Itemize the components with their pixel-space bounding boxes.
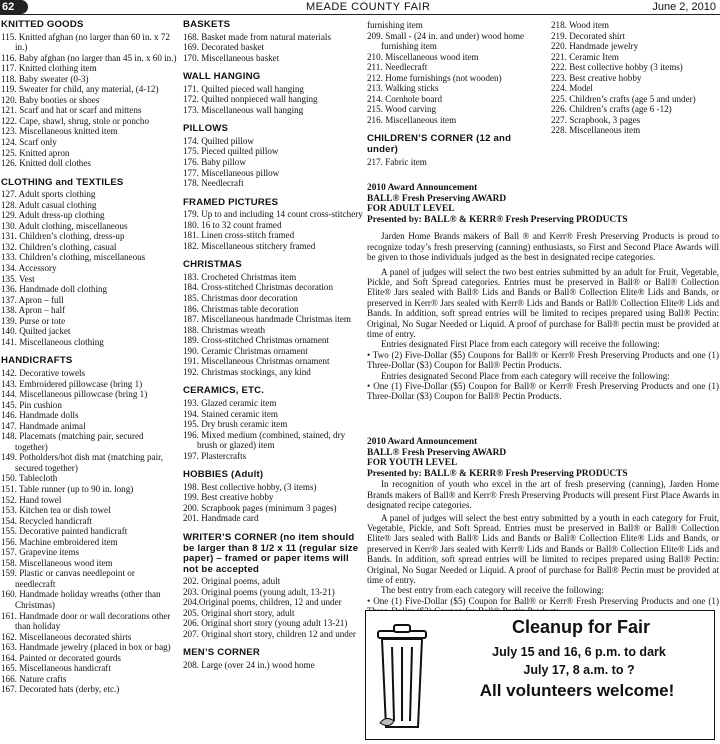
list-item: 202. Original poems, adult: [183, 576, 281, 587]
list-item: 142. Decorative towels: [1, 367, 86, 378]
award-youth-article: [367, 437, 719, 617]
list-item: 222. Best collective hobby (3 items): [551, 62, 683, 73]
section-heading: MEN’S CORNER: [183, 647, 261, 659]
list-item: 166. Nature crafts: [1, 673, 67, 684]
list-item: 226. Children’s crafts (age 6 -12): [551, 104, 672, 115]
list-item: 177. Miscellaneous pillow: [183, 167, 280, 178]
list-item: 193. Glazed ceramic item: [183, 397, 277, 408]
section-heading: FRAMED PICTURES: [183, 196, 279, 208]
list-item: 159. Plastic or canvas needlepoint or needlecraft: [1, 568, 135, 589]
list-item: 221. Ceramic Item: [551, 51, 619, 62]
list-item: 163. Handmade jewelry (placed in box or bag): [1, 642, 171, 653]
list-item: 225. Children’s crafts (age 5 and under): [551, 93, 696, 104]
award-presenter: Presented by: BALL® & KERR® Fresh Preserving PRODUCTS: [367, 468, 628, 479]
issue-date: June 2, 2010: [652, 1, 716, 13]
list-item: 158. Miscellaneous wood item: [1, 557, 113, 568]
list-item: 136. Handmade doll clothing: [1, 284, 108, 295]
list-item: 162. Miscellaneous decorated shirts: [1, 631, 132, 642]
column-1: [1, 20, 177, 695]
list-item: 175. Pieced quilted pillow: [183, 146, 279, 157]
list-item: 178. Needlecraft: [183, 178, 244, 189]
cleanup-dates-1: July 15 and 16, 6 p.m. to dark: [492, 645, 666, 659]
paragraph: Jarden Home Brands makers of Ball ® and Kerr® Fresh Preserving Products is proud to recognize today’s fresh preserving (canning) enthusiasts, so First and Second Place Awards will be given to those individuals judged as the best in designated recipe categories.: [367, 231, 719, 263]
paragraph: In recognition of youth who excel in the art of fresh preserving (canning), Jarden Home Brands makers of Ball® and Kerr® Fresh Preserving Products will present First Place Awards in designated recipe categories.: [367, 479, 719, 511]
cleanup-dates-2: July 17, 8 a.m. to ?: [523, 663, 635, 677]
list-item: 185. Christmas door decoration: [183, 293, 298, 304]
award-heading: FOR YOUTH LEVEL: [367, 458, 458, 469]
list-item: 187. Miscellaneous handmade Christmas item: [183, 314, 351, 325]
list-item: 131. Children’s clothing, dress-up: [1, 231, 125, 242]
list-item: 204.Original poems, children, 12 and under: [183, 597, 342, 608]
list-item: 164. Painted or decorated gourds: [1, 652, 121, 663]
page-number: 62: [0, 0, 28, 14]
list-item: 219. Decorated shirt: [551, 30, 625, 41]
list-item: 210. Miscellaneous wood item: [367, 51, 479, 62]
column-2: [183, 20, 363, 671]
list-item: 115. Knitted afghan (no larger than 60 in. x 72 in.): [1, 31, 170, 53]
header-rule: [0, 14, 720, 15]
list-item: 150. Tablecloth: [1, 473, 58, 484]
list-item: 135. Vest: [1, 273, 35, 284]
list-item: 133. Children’s clothing, miscellaneous: [1, 252, 146, 263]
list-item: 147. Handmade animal: [1, 420, 86, 431]
list-item: 144. Miscellaneous pillowcase (bring 1): [1, 389, 148, 400]
list-item: 165. Miscellaneous handicraft: [1, 663, 111, 674]
list-item: 200. Scrapbook pages (minimum 3 pages): [183, 502, 337, 513]
section-heading: CERAMICS, ETC.: [183, 385, 265, 397]
list-item: 181. Linen cross-stitch framed: [183, 230, 295, 241]
list-item: 176. Baby pillow: [183, 157, 246, 168]
section-heading: CHILDREN’S CORNER (12 and under): [367, 133, 512, 156]
list-item: 206. Original short story (young adult 13-21): [183, 618, 348, 629]
list-item: 208. Large (over 24 in.) wood home: [183, 659, 315, 670]
paragraph: Entries designated First Place from each category will receive the following:: [381, 339, 660, 350]
list-item: 167. Decorated hats (derby, etc.): [1, 684, 120, 695]
award-heading: 2010 Award Announcement: [367, 183, 478, 193]
cleanup-volunteers: All volunteers welcome!: [479, 681, 675, 700]
children-corner-continued-list: [551, 20, 719, 136]
list-item: 195. Dry brush ceramic item: [183, 419, 288, 430]
list-item: 170. Miscellaneous basket: [183, 52, 280, 63]
list-item: 191. Miscellaneous Christmas ornament: [183, 356, 330, 367]
list-item: 174. Quilted pillow: [183, 135, 254, 146]
column-4: [551, 20, 719, 136]
list-item: 146. Handmade dolls: [1, 410, 79, 421]
list-item: 127. Adult sports clothing: [1, 189, 96, 200]
list-item: 124. Scarf only: [1, 137, 57, 148]
cleanup-title: Cleanup for Fair: [511, 617, 650, 637]
paragraph: • Two (2) Five-Dollar ($5) Coupons for Ball® or Kerr® Fresh Preserving Products and one (1) Three-Dollar ($3) Coupon for Ball® Pectin Products.: [367, 349, 719, 371]
list-item: 120. Baby booties or shoes: [1, 94, 100, 105]
list-item: 132. Children’s clothing, casual: [1, 241, 117, 252]
list-item: 196. Mixed medium (combined, stained, dry brush or glazed) item: [183, 429, 346, 451]
section-heading: CLOTHING and TEXTILES: [1, 176, 124, 188]
list-item: 117. Knitted clothing item: [1, 63, 97, 74]
list-item: 122. Cape, shawl, shrug, stole or poncho: [1, 115, 150, 126]
list-item: 119. Sweater for child, any material, (4-12): [1, 84, 159, 95]
section-heading: BASKETS: [183, 19, 231, 30]
paragraph: Entries designated Second Place from each category will receive the following:: [381, 370, 670, 381]
list-item: 156. Machine embroidered item: [1, 536, 118, 547]
list-item: 139. Purse or tote: [1, 315, 66, 326]
list-item: 188. Christmas wreath: [183, 324, 266, 335]
list-item: 116. Baby afghan (no larger than 45 in. x 60 in.): [1, 52, 177, 63]
list-item: furnishing item: [367, 20, 423, 30]
list-item: 189. Cross-stitched Christmas ornament: [183, 335, 329, 346]
paper-title: MEADE COUNTY FAIR: [306, 1, 431, 13]
list-item: 182. Miscellaneous stitchery framed: [183, 240, 316, 251]
men-corner-continued-list: [367, 20, 545, 125]
list-item: 143. Embroidered pillowcase (bring 1): [1, 378, 143, 389]
section-heading: WALL HANGING: [183, 71, 261, 83]
list-item: 138. Apron – half: [1, 305, 66, 316]
list-item: 173. Miscellaneous wall hanging: [183, 104, 304, 115]
paragraph: • One (1) Five-Dollar ($5) Coupon for Ball® or Kerr® Fresh Preserving Products and one (1): [367, 595, 719, 606]
list-item: 128. Adult casual clothing: [1, 199, 97, 210]
list-item: 213. Walking sticks: [367, 83, 439, 94]
list-item: 216. Miscellaneous item: [367, 114, 457, 125]
list-item: 126. Knitted doll clothes: [1, 158, 91, 169]
list-item: 134. Accessory: [1, 263, 57, 274]
list-item: 198. Best collective hobby, (3 items): [183, 481, 317, 492]
list-item: 211. Needlecraft: [367, 62, 428, 73]
list-item: 160. Handmade holiday wreaths (other than Christmas): [1, 589, 161, 610]
list-item: 201. Handmade card: [183, 513, 259, 524]
award-heading: BALL® Fresh Preserving AWARD: [367, 447, 507, 458]
list-item: 228. Miscellaneous item: [551, 125, 641, 136]
column-3: [367, 20, 545, 167]
list-item: 145. Pin cushion: [1, 399, 62, 410]
list-item: 192. Christmas stockings, any kind: [183, 366, 311, 377]
list-item: 190. Ceramic Christmas ornament: [183, 345, 308, 356]
list-item: 153. Kitchen tea or dish towel: [1, 505, 111, 516]
list-item: 137. Apron – full: [1, 294, 64, 305]
list-item: 152. Hand towel: [1, 494, 62, 505]
list-item: 223. Best creative hobby: [551, 72, 642, 83]
paragraph: • One (1) Five-Dollar ($5) Coupon for Ball® or Kerr® Fresh Preserving Products and one (1) Three-Dollar ($3) Coupon for Ball® Pectin Products.: [367, 381, 719, 402]
list-item: 121. Scarf and hat or scarf and mittens: [1, 105, 142, 116]
list-item: 161. Handmade door or wall decorations other than holiday: [1, 610, 171, 632]
award-heading: 2010 Award Announcement: [367, 437, 478, 447]
list-item: 151. Table runner (up to 90 in. long): [1, 483, 134, 494]
list-item: 130. Adult clothing, miscellaneous: [1, 220, 128, 231]
list-item: 168. Basket made from natural materials: [183, 31, 331, 42]
list-item: 141. Miscellaneous clothing: [1, 336, 104, 347]
list-item: 154. Recycled handicraft: [1, 515, 93, 526]
section-heading: WRITER’S CORNER (no item should be larger than 8 1/2 x 11 (regular size paper) – framed or paper items will not be accepted: [183, 531, 359, 575]
paragraph: The best entry from each category will receive the following:: [381, 585, 604, 596]
list-item: 149. Potholders/hot dish mat (matching pair, secured together): [1, 452, 164, 473]
list-item: 125. Knitted apron: [1, 147, 70, 158]
list-item: 203. Original poems (young adult, 13-21): [183, 586, 335, 597]
list-item: 183. Crocheted Christmas item: [183, 271, 297, 282]
list-item: 212. Home furnishings (not wooden): [367, 72, 502, 83]
list-item: 123. Miscellaneous knitted item: [1, 126, 118, 137]
award-heading: BALL® Fresh Preserving AWARD: [367, 193, 507, 204]
list-item: 140. Quilted jacket: [1, 326, 71, 337]
list-item: 179. Up to and including 14 count cross-stitchery: [183, 209, 363, 220]
section-heading: HOBBIES (Adult): [183, 469, 264, 481]
list-item: 157. Grapevine items: [1, 547, 80, 558]
award-presenter: Presented by: BALL® & KERR® Fresh Preserving PRODUCTS: [367, 214, 628, 225]
list-item: 215. Wood carving: [367, 104, 437, 115]
list-item: 199. Best creative hobby: [183, 492, 274, 503]
section-heading: CHRISTMAS: [183, 259, 242, 271]
list-item: 227. Scrapbook, 3 pages: [551, 114, 641, 125]
paragraph: A panel of judges will select the best entry submitted by a youth in each category for Fruit, Vegetable, Pickle, and Soft Spread. Entries must be preserved in Ball® or Ball® Collection Elite® Jars sealed with Ball® Lids and Bands or Ball® Collection Elite® Lids and Bands, or preserved in Kerr® Jars sealed with Kerr® Lids and Bands or Ball® Collection Elite® Lids and Bands. In addition, soft spread entries will be limited to recipes prepared using Ball® Pectin: Original, No Sugar Needed or Liquid. A proof of purchase for Ball® Pectin must be provided at time of entry.: [367, 512, 719, 586]
list-item: 217. Fabric item: [367, 156, 427, 167]
list-item: 148. Placemats (matching pair, secured together): [1, 431, 144, 452]
list-item: 197. Plastercrafts: [183, 450, 247, 461]
list-item: 186. Christmas table decoration: [183, 303, 299, 314]
list-item: 180. 16 to 32 count framed: [183, 219, 282, 230]
list-item: 129. Adult dress-up clothing: [1, 210, 105, 221]
list-item: 224. Model: [551, 83, 593, 94]
list-item: 118. Baby sweater (0-3): [1, 73, 89, 84]
trash-can-icon: [374, 623, 430, 731]
page-header: [0, 0, 720, 16]
list-item: 171. Quilted pieced wall hanging: [183, 83, 304, 94]
list-item: 220. Handmade jewelry: [551, 41, 639, 52]
section-heading: HANDICRAFTS: [1, 355, 73, 367]
list-item: 169. Decorated basket: [183, 42, 265, 53]
list-item: 209. Small - (24 in. and under) wood home furnishing item: [367, 30, 525, 52]
award-adult-article: [367, 183, 719, 402]
list-item: 214. Cornhole board: [367, 93, 443, 104]
list-item: 155. Decorative painted handicraft: [1, 526, 128, 537]
list-item: 205. Original short story, adult: [183, 607, 295, 618]
list-item: 207. Original short story, children 12 and under: [183, 628, 356, 639]
list-item: 218. Wood item: [551, 20, 609, 30]
section-heading: KNITTED GOODS: [1, 19, 84, 30]
children-corner-list: [367, 157, 545, 168]
list-item: 184. Cross-stitched Christmas decoration: [183, 282, 334, 293]
section-heading: PILLOWS: [183, 123, 229, 135]
cleanup-announcement-box: [365, 610, 715, 740]
paragraph: A panel of judges will select the two best entries submitted by an adult for Fruit, Vegetable, Pickle, and Soft Spread categories. Entries must be preserved in Ball® or Ball® Collection Elite® Jars sealed with Ball® Lids and Bands or Ball® Collection Elite® Lids and Bands, or preserved in Kerr® Jars sealed with Kerr® Lids and Bands or Ball® Collection Elite® Lids and Bands. In addition, soft spread entries will be limited to recipes prepared using Ball® Pectin: Original, No Sugar Needed or Liquid. A proof of purchase for Ball® pectin must be provided at time of entry.: [367, 266, 719, 340]
list-item: 194. Stained ceramic item: [183, 408, 278, 419]
award-heading: FOR ADULT LEVEL: [367, 204, 455, 215]
list-item: 172. Quilted nonpieced wall hanging: [183, 94, 318, 105]
